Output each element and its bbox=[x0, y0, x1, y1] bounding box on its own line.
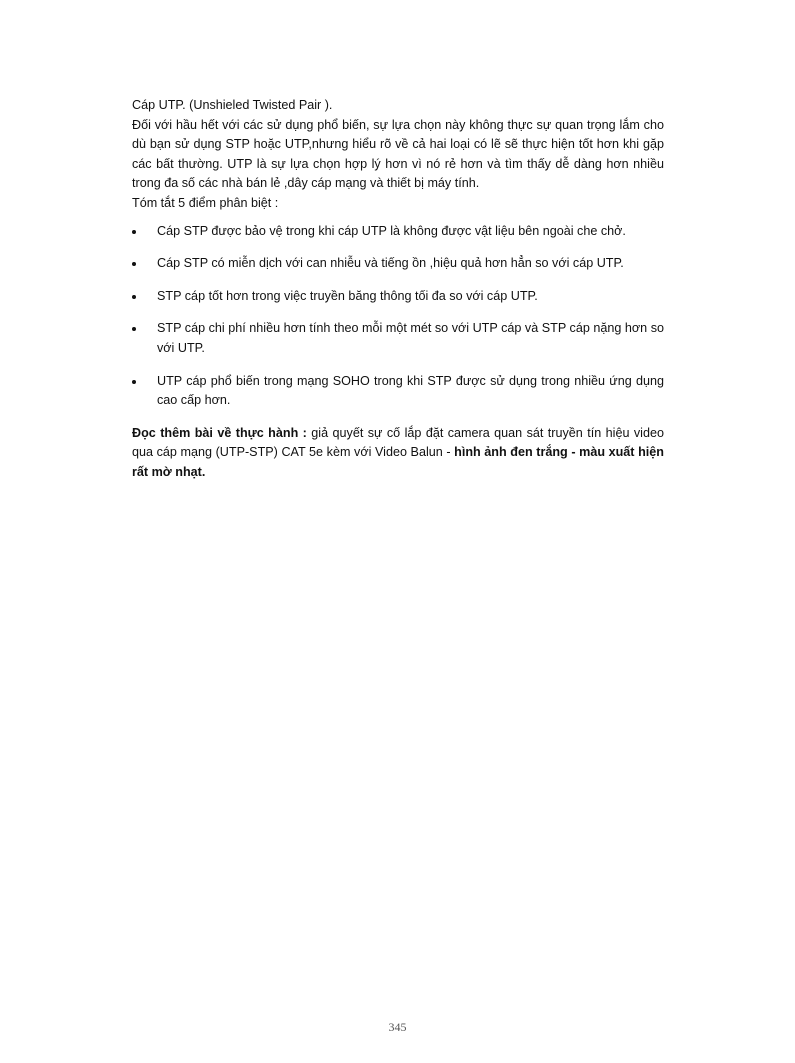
bullet-dot-icon bbox=[132, 327, 136, 331]
bullet-text: Cáp STP có miễn dịch với can nhiễu và tiếng ồn ,hiệu quả hơn hẳn so với cáp UTP. bbox=[157, 256, 624, 271]
intro-paragraph: Đối với hầu hết với các sử dụng phổ biến, sự lựa chọn này không thực sự quan trọng lắm cho dù bạn sử dụng STP hoặc UTP,nhưng hiểu rõ về cả hai loại có lẽ sẽ thực hiện tốt hơn khi gặp các bất thường. UTP là sự lựa chọn hợp lý hơn vì nó rẻ hơn và tìm thấy dễ dàng hơn nhiều trong đa số các nhà bán lẻ ,dây cáp mạng và thiết bị máy tính. bbox=[132, 117, 664, 191]
read-more-bold-tail: hình ảnh đen trắng - màu xuất hiện rất mờ nhạt. bbox=[132, 445, 664, 479]
bullet-text: UTP cáp phổ biến trong mạng SOHO trong khi STP được sử dụng trong nhiều ứng dụng cao cấp hơn. bbox=[157, 373, 664, 408]
bullet-item bbox=[132, 287, 664, 307]
bullet-text: Cáp STP được bảo vệ trong khi cáp UTP là không được vật liệu bên ngoài che chở. bbox=[157, 223, 626, 238]
bullet-item bbox=[132, 319, 664, 358]
summary-intro: Tóm tắt 5 điểm phân biệt : bbox=[132, 195, 279, 210]
read-more-text: giả quyết sự cố lắp đặt camera quan sát truyền tín hiệu video qua cáp mạng (UTP-STP) CAT 5e kèm với Video Balun - bbox=[132, 425, 664, 460]
heading-line: Cáp UTP. (Unshieled Twisted Pair ). bbox=[132, 98, 333, 112]
bullet-item bbox=[132, 372, 664, 411]
bullet-item bbox=[132, 254, 664, 274]
bullet-item bbox=[132, 222, 664, 242]
bullet-dot-icon bbox=[132, 262, 136, 266]
bullet-text: STP cáp tốt hơn trong việc truyền băng thông tối đa so với cáp UTP. bbox=[157, 288, 538, 303]
read-more-paragraph bbox=[132, 424, 664, 483]
bullet-dot-icon bbox=[132, 295, 136, 299]
read-more-label: Đọc thêm bài về thực hành : bbox=[132, 425, 307, 440]
document-body bbox=[132, 96, 664, 483]
bullet-dot-icon bbox=[132, 230, 136, 234]
bullet-text: STP cáp chi phí nhiều hơn tính theo mỗi một mét so với UTP cáp và STP cáp nặng hơn so với UTP. bbox=[157, 321, 664, 355]
bullet-dot-icon bbox=[132, 380, 136, 384]
bullet-list bbox=[132, 222, 664, 411]
page-number: 345 bbox=[388, 1020, 407, 1034]
